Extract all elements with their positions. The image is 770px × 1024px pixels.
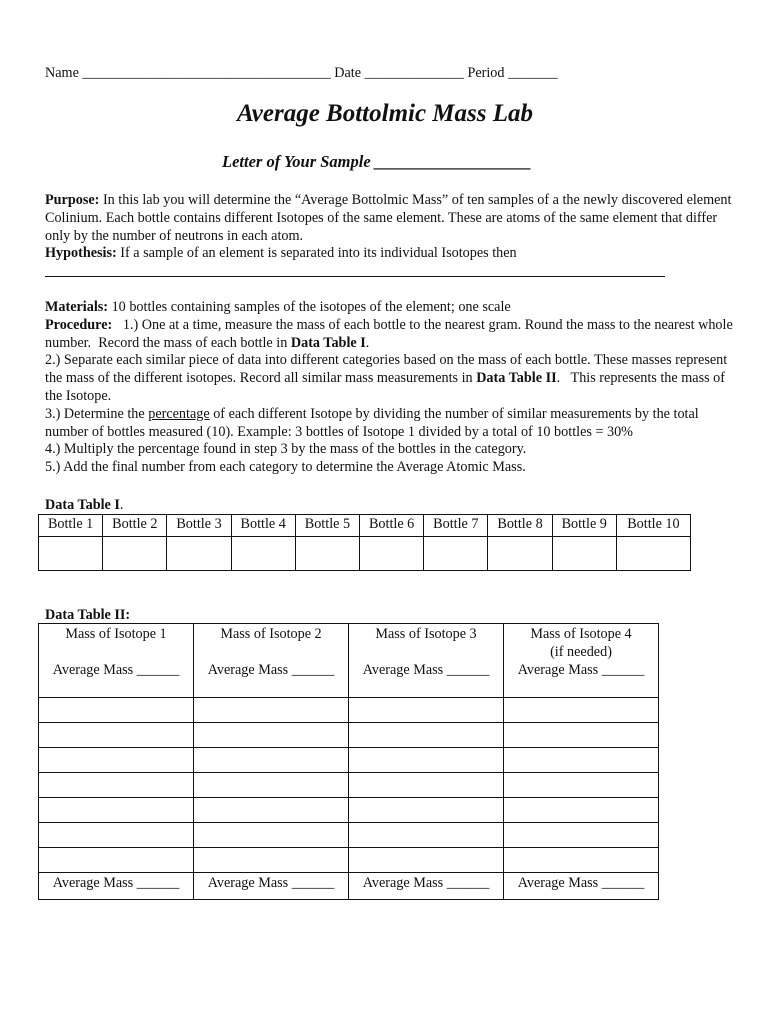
table-row — [39, 798, 659, 823]
procedure-step-2-end: . This represents the mass of the Isotope. — [45, 370, 729, 404]
isotope-note: (if needed) — [550, 643, 612, 660]
table-entry-cell[interactable] — [194, 798, 349, 823]
table-header-cell: Bottle 4 — [231, 515, 295, 537]
data-table-2-caption: Data Table II: — [45, 607, 131, 623]
table-entry-cell[interactable] — [194, 848, 349, 873]
isotope-header-cell — [194, 624, 349, 698]
table-entry-cell[interactable] — [349, 848, 504, 873]
table-entry-cell[interactable] — [349, 773, 504, 798]
table-entry-cell[interactable] — [360, 537, 424, 571]
isotope-title: Mass of Isotope 2 — [220, 626, 322, 642]
procedure-label: Procedure: — [45, 316, 113, 333]
table-header-cell: Bottle 6 — [360, 515, 424, 537]
procedure-step-1: 1.) One at a time, measure the mass of each bottle to the nearest gram. Round the mass to the nearest whole number. Record the mass of each bottle in — [45, 316, 737, 351]
isotope-note — [349, 644, 503, 662]
isotope-header-cell — [349, 624, 504, 698]
table-header-cell: Bottle 3 — [167, 515, 231, 537]
table-entry-cell[interactable] — [504, 723, 659, 748]
data-table-1-header-row — [39, 515, 691, 537]
procedure-step-3: 3.) Determine the — [45, 405, 149, 422]
isotope-average-mass: Average Mass ______ — [362, 661, 490, 678]
table-entry-cell[interactable] — [167, 537, 231, 571]
table-entry-cell[interactable] — [349, 748, 504, 773]
table-entry-cell[interactable] — [194, 698, 349, 723]
table-entry-cell[interactable] — [349, 823, 504, 848]
table-entry-cell[interactable] — [39, 698, 194, 723]
page-title: Average Bottolmic Mass Lab — [236, 100, 534, 127]
isotope-title: Mass of Isotope 3 — [375, 626, 477, 642]
table-entry-cell[interactable] — [488, 537, 552, 571]
data-table-1-ref: Data Table I — [290, 334, 366, 351]
materials-text: 10 bottles containing samples of the isotopes of the element; one scale — [108, 299, 511, 315]
table-entry-cell[interactable] — [39, 823, 194, 848]
table-entry-cell[interactable] — [194, 723, 349, 748]
procedure-step-3-end: of each different Isotope by dividing the number of similar measurements by the total number of bottles measured (10). Example: 3 bottles of Isotope 1 divided by a total of 10 bottles = 30% — [45, 405, 699, 440]
purpose-text: In this lab you will determine the “Average Bottolmic Mass” of ten samples of a the newly discovered element Colinium. Each bottle contains different Isotopes of the same element. These are atoms of the same element that differ only by the number of neutrons in each atom. — [45, 192, 732, 244]
average-mass-cell: Average Mass ______ — [349, 873, 504, 900]
table-entry-cell[interactable] — [349, 723, 504, 748]
sample-letter-line: Letter of Your Sample ___________________ — [222, 152, 532, 171]
table-entry-cell[interactable] — [39, 537, 103, 571]
table-entry-cell[interactable] — [231, 537, 295, 571]
purpose-section — [45, 192, 735, 263]
table-row — [39, 748, 659, 773]
isotope-average-mass: Average Mass ______ — [517, 661, 645, 678]
average-mass-cell: Average Mass ______ — [39, 873, 194, 900]
table-entry-cell[interactable] — [194, 748, 349, 773]
table-row — [39, 723, 659, 748]
percentage-word: percentage — [148, 405, 210, 422]
table-row — [39, 698, 659, 723]
table-entry-cell[interactable] — [504, 698, 659, 723]
caption-period: . — [119, 497, 124, 513]
purpose-label: Purpose: — [45, 192, 100, 208]
table-header-cell: Bottle 8 — [488, 515, 552, 537]
table-entry-cell[interactable] — [504, 798, 659, 823]
table-entry-cell[interactable] — [552, 537, 616, 571]
table-entry-cell[interactable] — [616, 537, 690, 571]
table-entry-cell[interactable] — [349, 698, 504, 723]
table-header-cell: Bottle 2 — [103, 515, 167, 537]
period-text: . — [365, 334, 370, 351]
table-row — [39, 848, 659, 873]
data-table-2-ref: Data Table II — [476, 370, 557, 387]
data-table-2-footer-row — [39, 873, 659, 900]
isotope-header-cell — [504, 624, 659, 698]
table-header-cell: Bottle 7 — [424, 515, 488, 537]
isotope-note — [39, 644, 193, 662]
data-table-1 — [38, 514, 691, 571]
data-table-1-caption — [45, 497, 123, 514]
data-table-1-entry-row — [39, 537, 691, 571]
table-header-cell: Bottle 10 — [616, 515, 690, 537]
data-table-2-header-row — [39, 624, 659, 698]
data-table-1-caption-text: Data Table I — [45, 497, 120, 513]
table-entry-cell[interactable] — [103, 537, 167, 571]
table-entry-cell[interactable] — [194, 773, 349, 798]
table-entry-cell[interactable] — [504, 848, 659, 873]
isotope-title: Mass of Isotope 1 — [65, 626, 167, 642]
table-header-cell: Bottle 1 — [39, 515, 103, 537]
table-entry-cell[interactable] — [39, 773, 194, 798]
table-entry-cell[interactable] — [504, 823, 659, 848]
average-mass-cell: Average Mass ______ — [194, 873, 349, 900]
table-header-cell: Bottle 9 — [552, 515, 616, 537]
isotope-average-mass: Average Mass ______ — [207, 661, 335, 678]
table-header-cell: Bottle 5 — [295, 515, 359, 537]
table-row — [39, 823, 659, 848]
average-mass-cell: Average Mass ______ — [504, 873, 659, 900]
table-entry-cell[interactable] — [504, 748, 659, 773]
hypothesis-text: If a sample of an element is separated into its individual Isotopes then — [116, 245, 517, 262]
procedure-step-4: 4.) Multiply the percentage found in step 3 by the mass of the bottles in the category. — [45, 441, 527, 458]
table-entry-cell[interactable] — [295, 537, 359, 571]
table-entry-cell[interactable] — [39, 748, 194, 773]
table-row — [39, 773, 659, 798]
procedure-step-2: 2.) Separate each similar piece of data into different categories based on the mass of each bottle. These masses represent the mass of the different isotopes. Record all similar mass measurements in — [45, 352, 728, 387]
procedure-section — [45, 299, 735, 477]
table-entry-cell[interactable] — [39, 723, 194, 748]
isotope-note — [194, 644, 348, 662]
isotope-average-mass: Average Mass ______ — [52, 661, 180, 678]
table-entry-cell[interactable] — [194, 823, 349, 848]
procedure-step-5: 5.) Add the final number from each category to determine the Average Atomic Mass. — [45, 459, 526, 476]
table-entry-cell[interactable] — [504, 773, 659, 798]
isotope-title: Mass of Isotope 4 — [530, 626, 632, 642]
hypothesis-label: Hypothesis: — [45, 245, 117, 262]
data-table-2 — [38, 623, 659, 900]
table-entry-cell[interactable] — [39, 798, 194, 823]
name-date-period-line: Name ___________________________________ Date ______________ Period _______ — [45, 65, 558, 81]
table-entry-cell[interactable] — [39, 848, 194, 873]
materials-label: Materials: — [45, 299, 109, 315]
table-entry-cell[interactable] — [349, 798, 504, 823]
hypothesis-answer-line — [45, 276, 665, 277]
isotope-header-cell — [39, 624, 194, 698]
table-entry-cell[interactable] — [424, 537, 488, 571]
